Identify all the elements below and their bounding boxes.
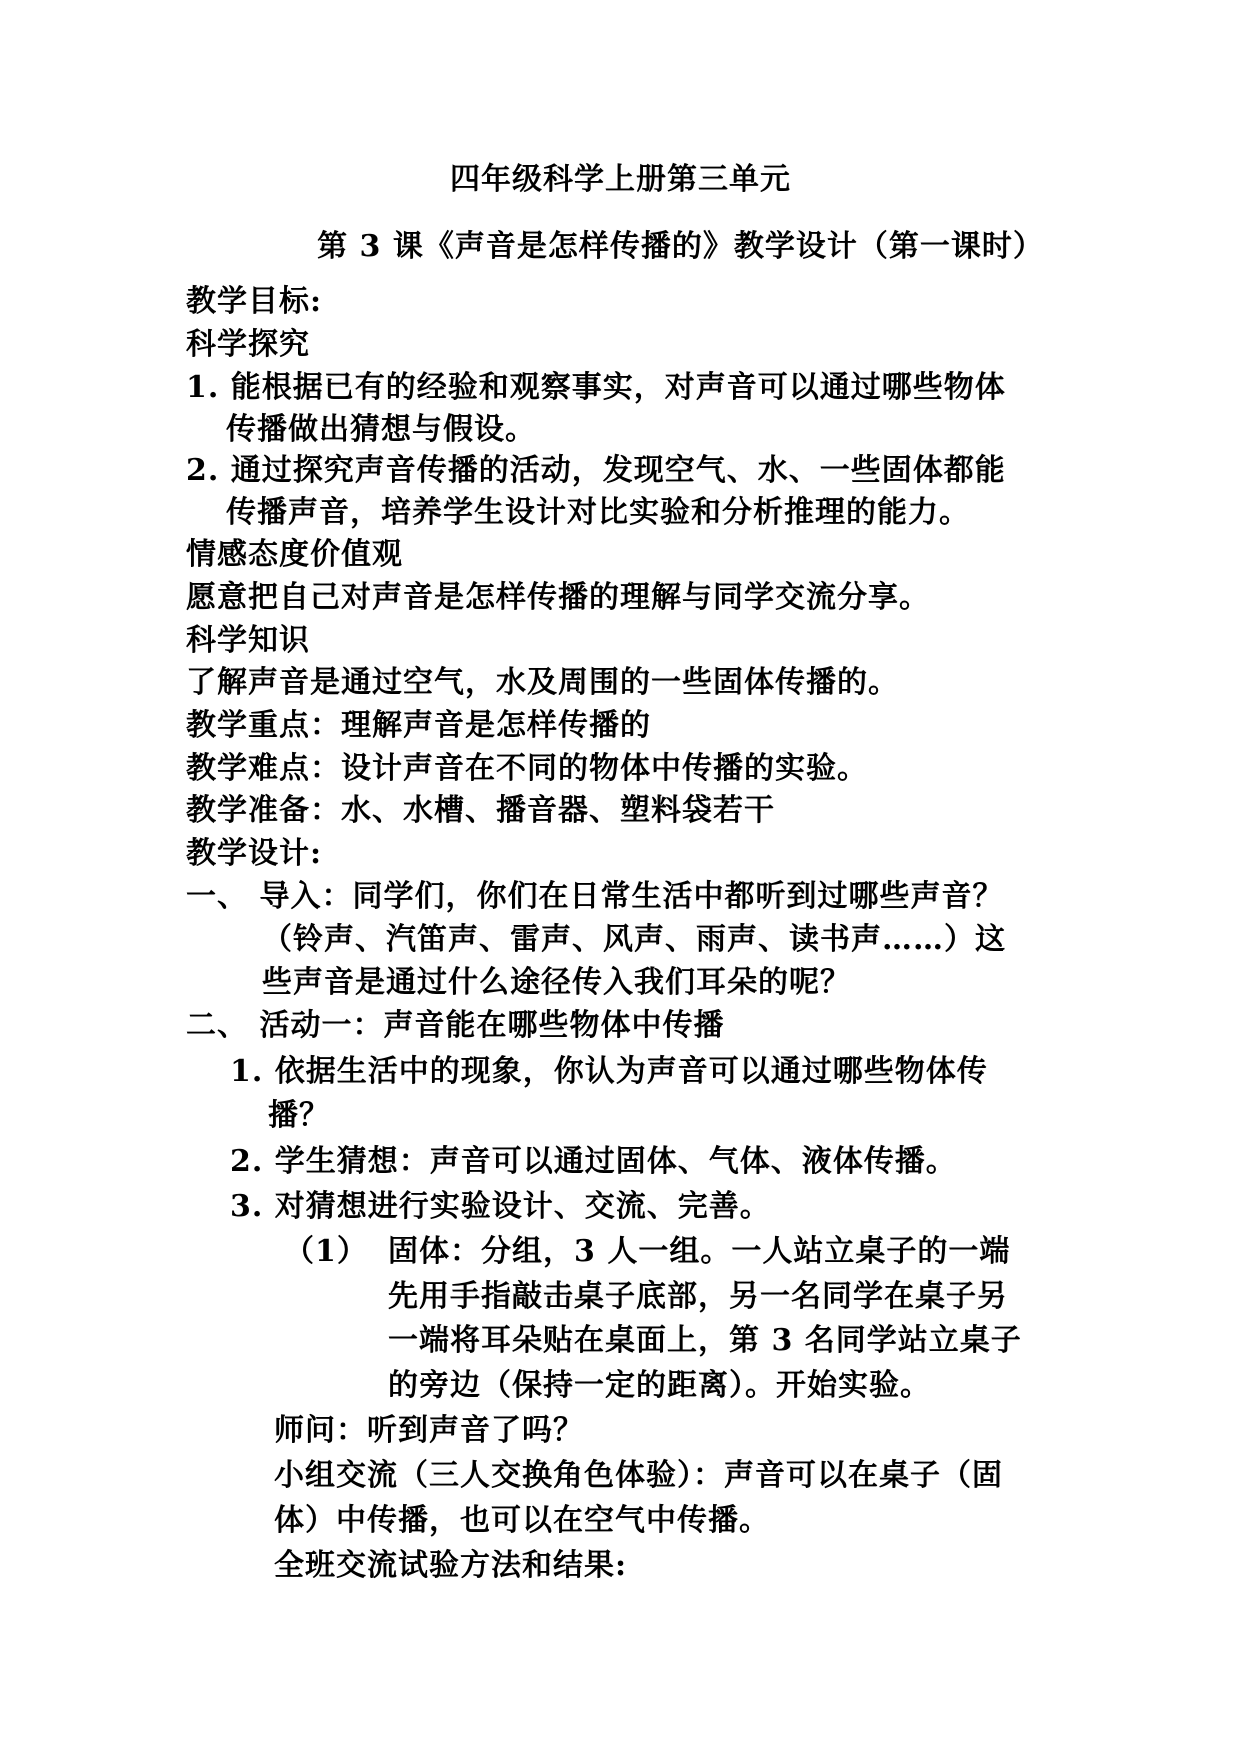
step-1-line-2: 播？ bbox=[268, 1098, 330, 1133]
sub-item-line-2: 先用手指敲击桌子底部，另一名同学在桌子另 bbox=[388, 1279, 1008, 1314]
activity-1-heading: 二、 活动一：声音能在哪些物体中传播 bbox=[186, 1008, 725, 1043]
inquiry-item-2-line-1: 2. 通过探究声音传播的活动，发现空气、水、一些固体都能 bbox=[186, 453, 1006, 488]
inquiry-heading: 科学探究 bbox=[186, 327, 310, 362]
teacher-question: 师问：听到声音了吗？ bbox=[274, 1413, 584, 1448]
document-title: 四年级科学上册第三单元 bbox=[450, 162, 791, 197]
step-2: 2. 学生猜想：声音可以通过固体、气体、液体传播。 bbox=[230, 1144, 957, 1179]
difficulty: 教学难点：设计声音在不同的物体中传播的实验。 bbox=[186, 751, 868, 786]
goals-heading: 教学目标: bbox=[186, 284, 323, 319]
step-1-line-1: 1. 依据生活中的现象，你认为声音可以通过哪些物体传 bbox=[230, 1054, 988, 1089]
knowledge-heading: 科学知识 bbox=[186, 623, 310, 658]
attitude-text: 愿意把自己对声音是怎样传播的理解与同学交流分享。 bbox=[186, 580, 930, 615]
group-exchange-line-1: 小组交流（三人交换角色体验）：声音可以在桌子（固 bbox=[274, 1458, 1003, 1493]
sub-item-line-4: 的旁边（保持一定的距离）。开始实验。 bbox=[388, 1368, 931, 1403]
knowledge-text: 了解声音是通过空气，水及周围的一些固体传播的。 bbox=[186, 665, 899, 700]
class-exchange: 全班交流试验方法和结果: bbox=[274, 1548, 628, 1583]
group-exchange-line-2: 体）中传播，也可以在空气中传播。 bbox=[274, 1503, 770, 1538]
sub-item-line-3: 一端将耳朵贴在桌面上，第 3 名同学站立桌子 bbox=[388, 1323, 1022, 1358]
sub-item-line-1: 固体：分组，3 人一组。一人站立桌子的一端 bbox=[388, 1234, 1011, 1269]
inquiry-item-2-line-2: 传播声音，培养学生设计对比实验和分析推理的能力。 bbox=[226, 495, 970, 530]
inquiry-item-1-line-1: 1. 能根据已有的经验和观察事实，对声音可以通过哪些物体 bbox=[186, 370, 1006, 405]
attitude-heading: 情感态度价值观 bbox=[186, 537, 403, 572]
inquiry-item-1-line-2: 传播做出猜想与假设。 bbox=[226, 412, 536, 447]
design-heading: 教学设计: bbox=[186, 836, 323, 871]
sub-item-label: （1） bbox=[284, 1234, 368, 1269]
lesson-title: 第 3 课《声音是怎样传播的》教学设计（第一课时） bbox=[317, 229, 1044, 264]
key-point: 教学重点：理解声音是怎样传播的 bbox=[186, 708, 651, 743]
intro-line-1: 一、 导入：同学们，你们在日常生活中都听到过哪些声音？ bbox=[186, 879, 1004, 914]
intro-line-2: （铃声、汽笛声、雷声、风声、雨声、读书声……）这 bbox=[262, 922, 1006, 957]
intro-line-3: 些声音是通过什么途径传入我们耳朵的呢？ bbox=[262, 965, 851, 1000]
step-3: 3. 对猜想进行实验设计、交流、完善。 bbox=[230, 1189, 771, 1224]
preparation: 教学准备：水、水槽、播音器、塑料袋若干 bbox=[186, 793, 775, 828]
